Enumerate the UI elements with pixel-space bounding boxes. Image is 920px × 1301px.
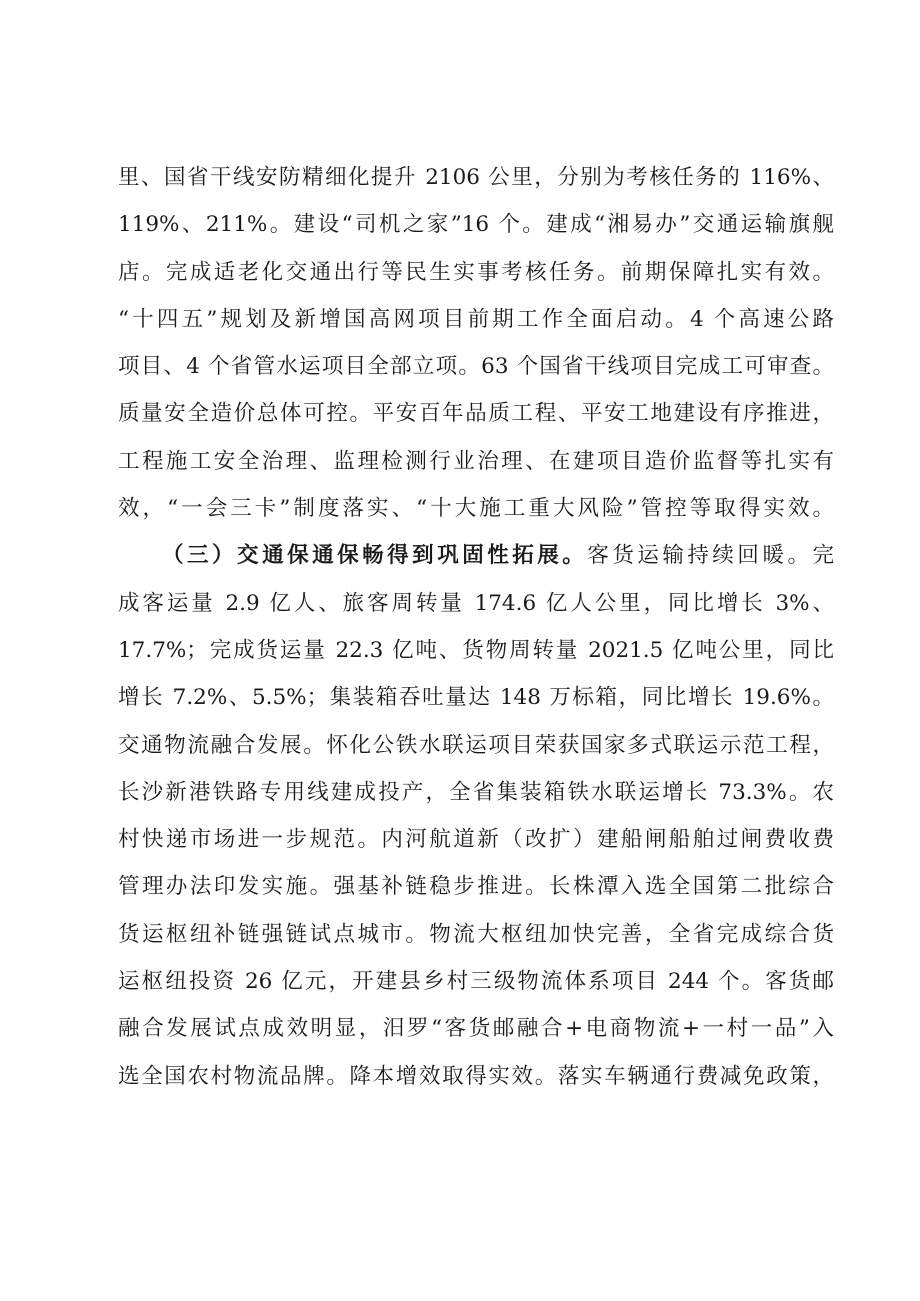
text-line: 运枢纽投资 26 亿元，开建县乡村三级物流体系项目 244 个。客货邮 bbox=[118, 969, 834, 995]
text-line: 货运枢纽补链强链试点城市。物流大枢纽加快完善，全省完成综合货 bbox=[118, 921, 834, 947]
text-line: 融合发展试点成效明显，汨罗“客货邮融合+电商物流+一村一品”入 bbox=[118, 1016, 834, 1042]
section-first-line-text: 客货运输持续回暖。完 bbox=[587, 543, 834, 569]
text-line: 增长 7.2%、5.5%；集装箱吞吐量达 148 万标箱，同比增长 19.6%。 bbox=[118, 685, 834, 711]
text-line: 村快递市场进一步规范。内河航道新（改扩）建船闸船舶过闸费收费 bbox=[118, 827, 834, 853]
text-line: 管理办法印发实施。强基补链稳步推进。长株潭入选全国第二批综合 bbox=[118, 874, 834, 900]
text-line: 店。完成适老化交通出行等民生实事考核任务。前期保障扎实有效。 bbox=[118, 259, 834, 285]
text-line: 工程施工安全治理、监理检测行业治理、在建项目造价监督等扎实有 bbox=[118, 448, 834, 474]
text-line: 质量安全造价总体可控。平安百年品质工程、平安工地建设有序推进， bbox=[118, 401, 834, 427]
text-line: 119%、211%。建设“司机之家”16 个。建成“湘易办”交通运输旗舰 bbox=[118, 212, 834, 238]
text-line: 成客运量 2.9 亿人、旅客周转量 174.6 亿人公里，同比增长 3%、 bbox=[118, 590, 834, 616]
text-line: 项目、4 个省管水运项目全部立项。63 个国省干线项目完成工可审查。 bbox=[118, 354, 834, 380]
text-line: 17.7%；完成货运量 22.3 亿吨、货物周转量 2021.5 亿吨公里，同比 bbox=[118, 637, 834, 663]
text-line: “十四五”规划及新增国高网项目前期工作全面启动。4 个高速公路 bbox=[118, 306, 834, 332]
text-line: 选全国农村物流品牌。降本增效取得实效。落实车辆通行费减免政策， bbox=[118, 1063, 834, 1089]
text-line: 交通物流融合发展。怀化公铁水联运项目荣获国家多式联运示范工程， bbox=[118, 732, 834, 758]
section-heading: （三）交通保通保畅得到巩固性拓展。 bbox=[162, 543, 588, 569]
body-text bbox=[118, 154, 834, 1100]
section-first-line bbox=[118, 532, 834, 579]
text-line: 长沙新港铁路专用线建成投产，全省集装箱铁水联运增长 73.3%。农 bbox=[118, 779, 834, 805]
text-line: 效，“一会三卡”制度落实、“十大施工重大风险”管控等取得实效。 bbox=[118, 496, 834, 522]
text-line: 里、国省干线安防精细化提升 2106 公里，分别为考核任务的 116%、 bbox=[118, 165, 834, 190]
